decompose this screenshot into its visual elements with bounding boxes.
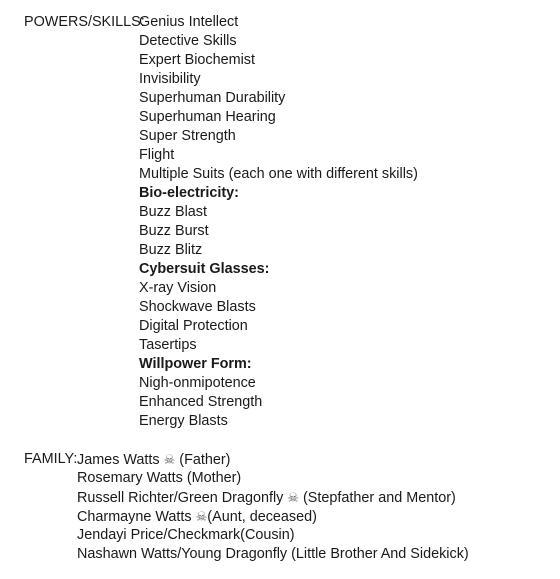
family-member xyxy=(77,545,469,564)
power-item: Tasertips xyxy=(139,337,197,353)
skull-icon: ☠ xyxy=(195,509,208,524)
family-member-relation: (Mother) xyxy=(186,470,242,486)
skull-icon: ☠ xyxy=(287,490,300,505)
family-member-relation: (Father) xyxy=(179,452,231,468)
family-member-name: Russell Richter/Green Dragonfly xyxy=(77,490,284,506)
power-item: Energy Blasts xyxy=(139,413,228,429)
family-member-relation: (Aunt, deceased) xyxy=(207,509,317,525)
power-item: Buzz Burst xyxy=(139,223,209,239)
power-item: Expert Biochemist xyxy=(139,52,255,68)
power-subheading-bioelectricity: Bio-electricity: xyxy=(139,185,239,201)
power-subheading-cybersuit-glasses: Cybersuit Glasses: xyxy=(139,261,270,277)
family-heading: FAMILY: xyxy=(24,451,78,467)
family-member-name: Nashawn Watts/Young Dragonfly xyxy=(77,546,288,562)
family-member-relation: (Stepfather and Mentor) xyxy=(303,490,456,506)
power-item: Nigh-onmipotence xyxy=(139,375,256,391)
family-member xyxy=(77,526,295,545)
power-subheading-willpower-form: Willpower Form: xyxy=(139,356,252,372)
power-item: Digital Protection xyxy=(139,318,248,334)
power-item: X-ray Vision xyxy=(139,280,217,296)
family-member xyxy=(77,507,317,526)
power-item: Genius Intellect xyxy=(139,14,239,30)
power-item: Detective Skills xyxy=(139,33,237,49)
family-member-relation: (Cousin) xyxy=(240,527,295,543)
skull-icon: ☠ xyxy=(163,452,176,467)
family-member xyxy=(77,488,456,507)
family-member-name: James Watts xyxy=(77,452,160,468)
power-item: Invisibility xyxy=(139,71,201,87)
power-item: Buzz Blast xyxy=(139,204,207,220)
power-item: Buzz Blitz xyxy=(139,242,203,258)
powers-heading: POWERS/SKILLS: xyxy=(24,14,145,30)
power-item: Enhanced Strength xyxy=(139,394,263,410)
power-item: Super Strength xyxy=(139,128,236,144)
family-member xyxy=(77,469,241,488)
family-member-name: Jendayi Price/Checkmark xyxy=(77,527,241,543)
family-member-name: Rosemary Watts xyxy=(77,470,183,486)
family-member-relation: (Little Brother And Sidekick) xyxy=(291,546,469,562)
power-item: Flight xyxy=(139,147,175,163)
family-member xyxy=(77,450,230,469)
family-member-name: Charmayne Watts xyxy=(77,509,192,525)
power-item: Superhuman Durability xyxy=(139,90,286,106)
power-item: Superhuman Hearing xyxy=(139,109,276,125)
power-item: Shockwave Blasts xyxy=(139,299,256,315)
power-item: Multiple Suits (each one with different skills) xyxy=(139,166,418,182)
